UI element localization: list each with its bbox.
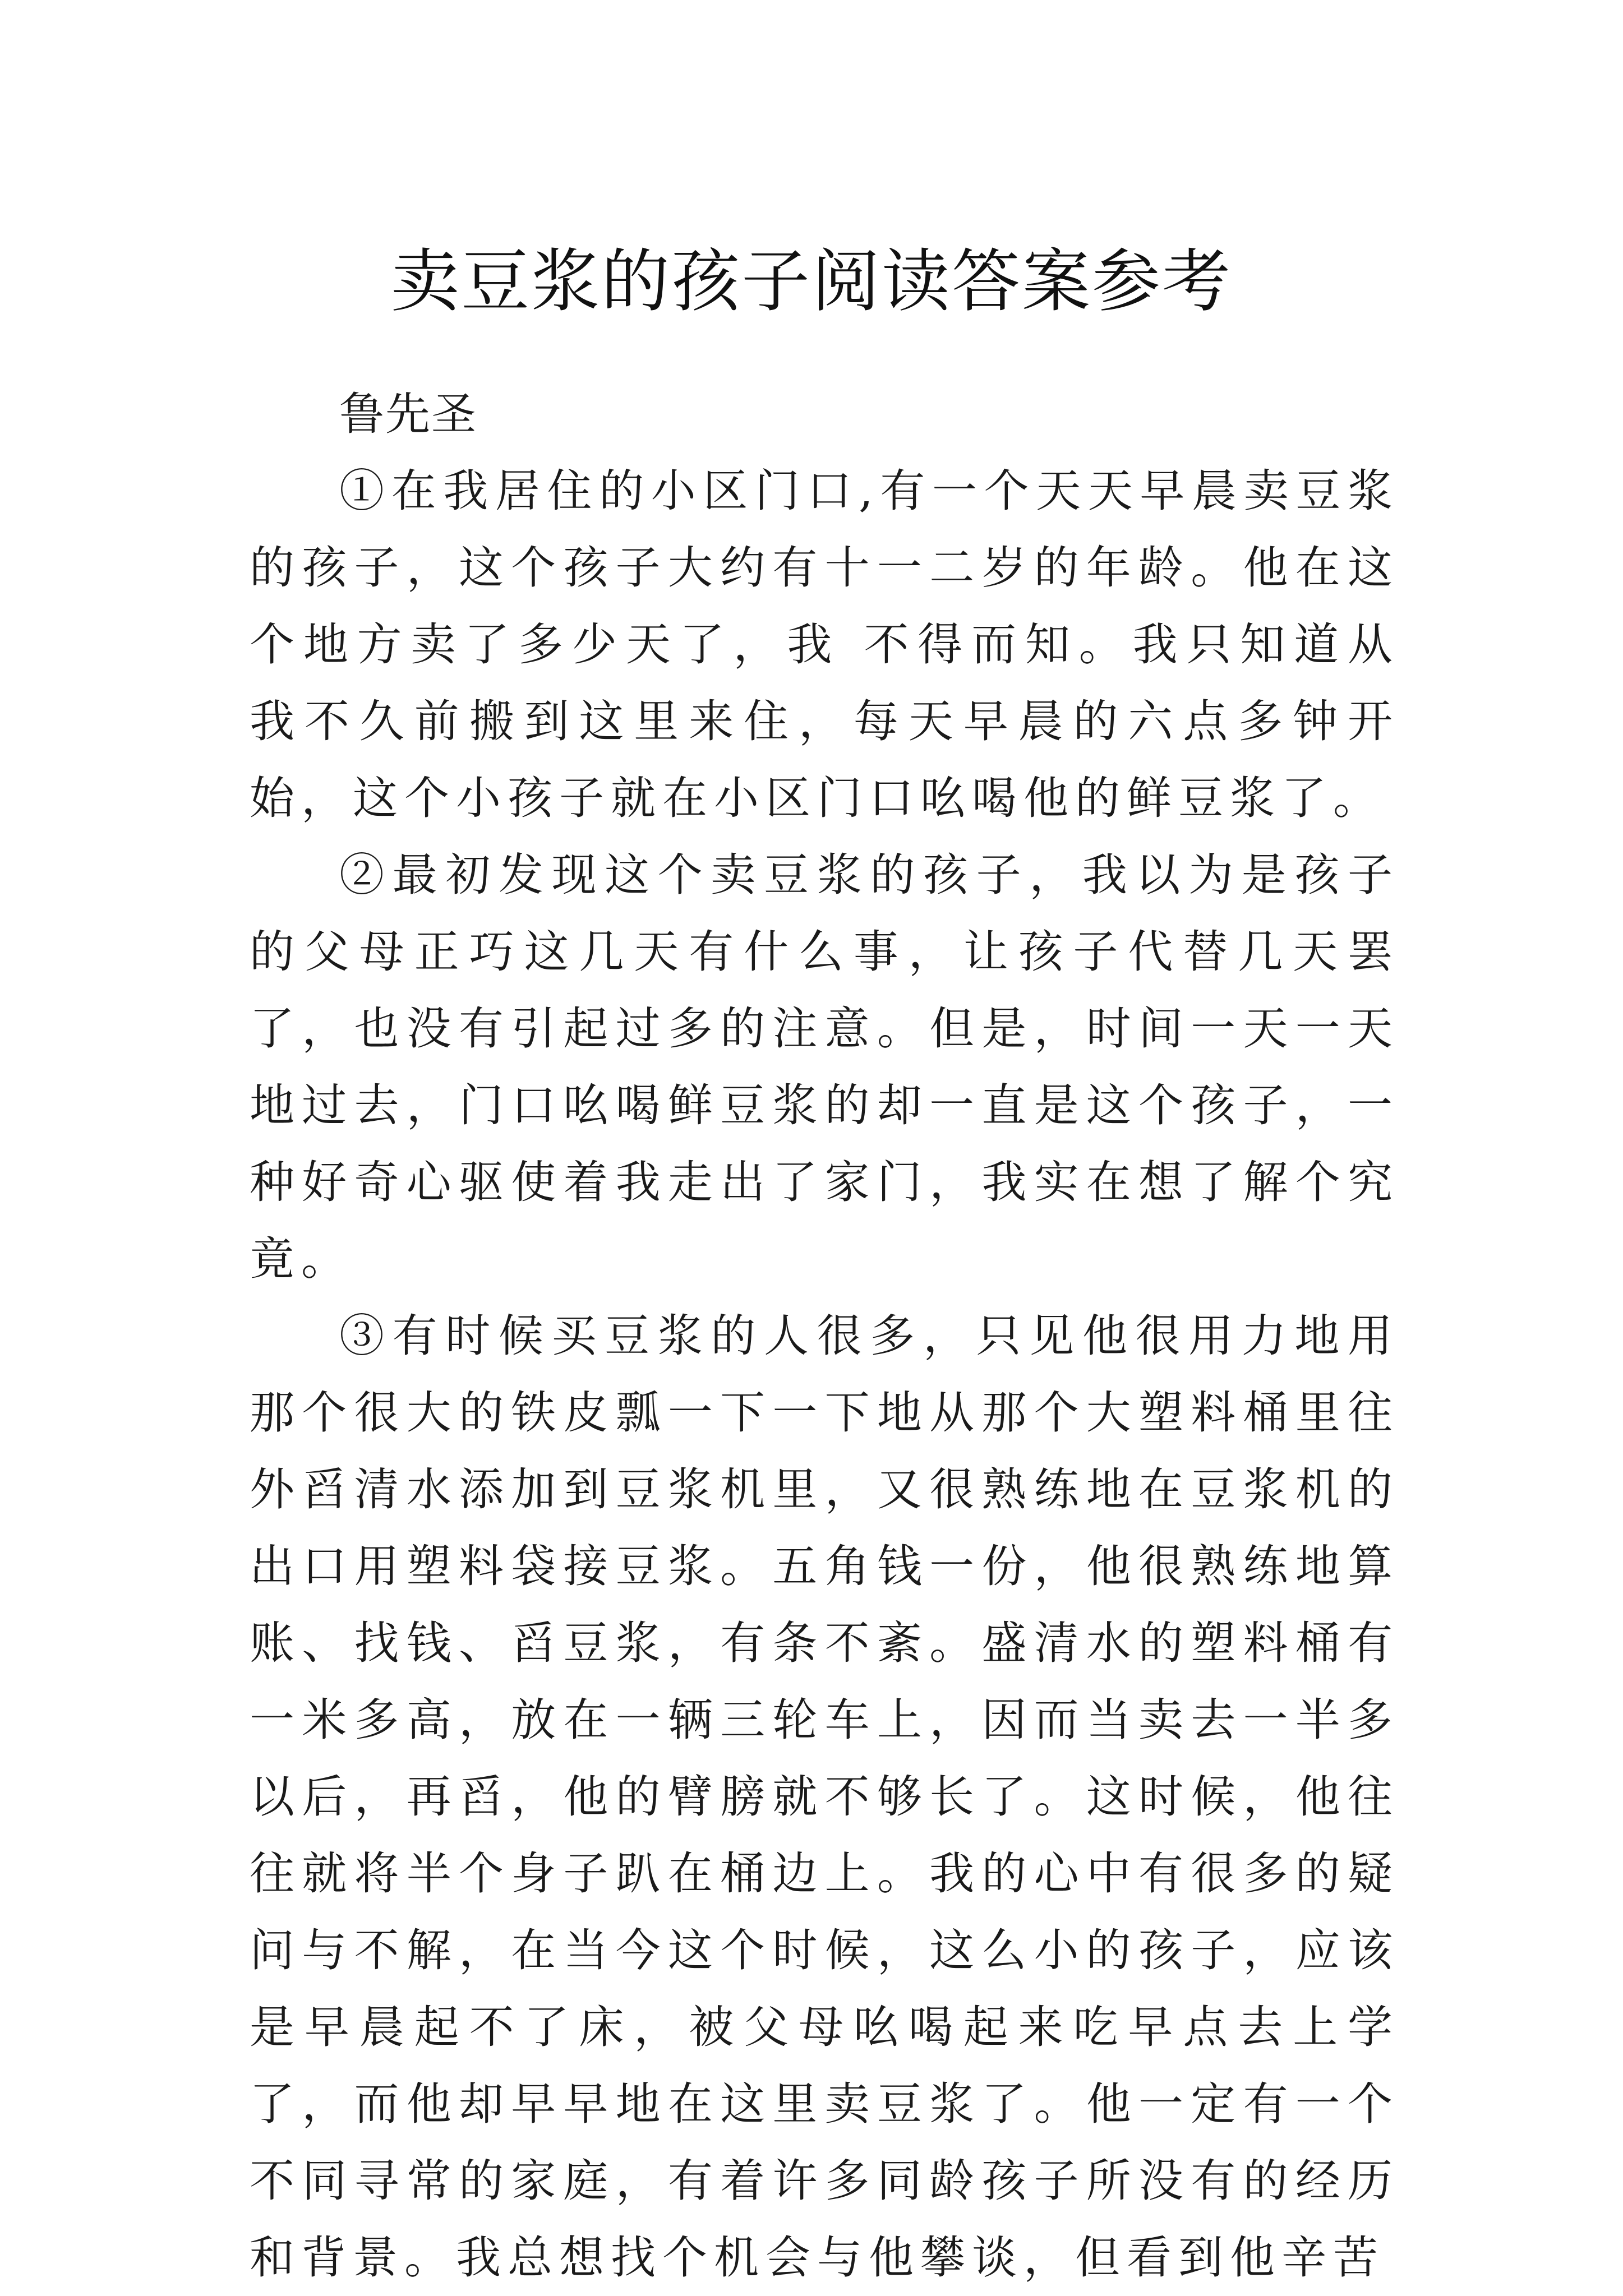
paragraph-1: ①在我居住的小区门口,有一个天天早晨卖豆浆的孩子，这个孩子大约有十一二岁的年龄。他在这个地方卖了多少天了，我 不得而知。我只知道从我不久前搬到这里来住，每天早晨的六点多钟开始，这个小孩子就在小区门口吆喝他的鲜豆浆了。 (250, 465, 1399, 824)
paragraph-2: ②最初发现这个卖豆浆的孩子，我以为是孩子的父母正巧这几天有什么事，让孩子代替几天罢了，也没有引起过多的注意。但是，时间一天一天地过去，门口吆喝鲜豆浆的却一直是这个孩子，一种好奇心驱使着我走出了家门，我实在想了解个究竟。 (250, 849, 1399, 1285)
author-name: 鲁先圣 (339, 388, 477, 440)
document-body (250, 376, 1399, 2296)
paragraph-3: ③有时候买豆浆的人很多，只见他很用力地用那个很大的铁皮瓢一下一下地从那个大塑料桶里往外舀清水添加到豆浆机里，又很熟练地在豆浆机的出口用塑料袋接豆浆。五角钱一份，他很熟练地算账、找钱、舀豆浆，有条不紊。盛清水的塑料桶有一米多高，放在一辆三轮车上，因而当卖去一半多以后，再舀，他的臂膀就不够长了。这时候，他往往就将半个身子趴在桶边上。我的心中有很多的疑问与不解，在当今这个时候，这么小的孩子，应该是早晨起不了床，被父母吆喝起来吃早点去上学了，而他却早早地在这里卖豆浆了。他一定有一个不同寻常的家庭，有着许多同龄孩子所没有的经历和背景。我总想找个机会与他攀谈，但看到他辛苦 (250, 1310, 1399, 2284)
document-title: 卖豆浆的孩子阅读答案参考 (391, 241, 1232, 321)
